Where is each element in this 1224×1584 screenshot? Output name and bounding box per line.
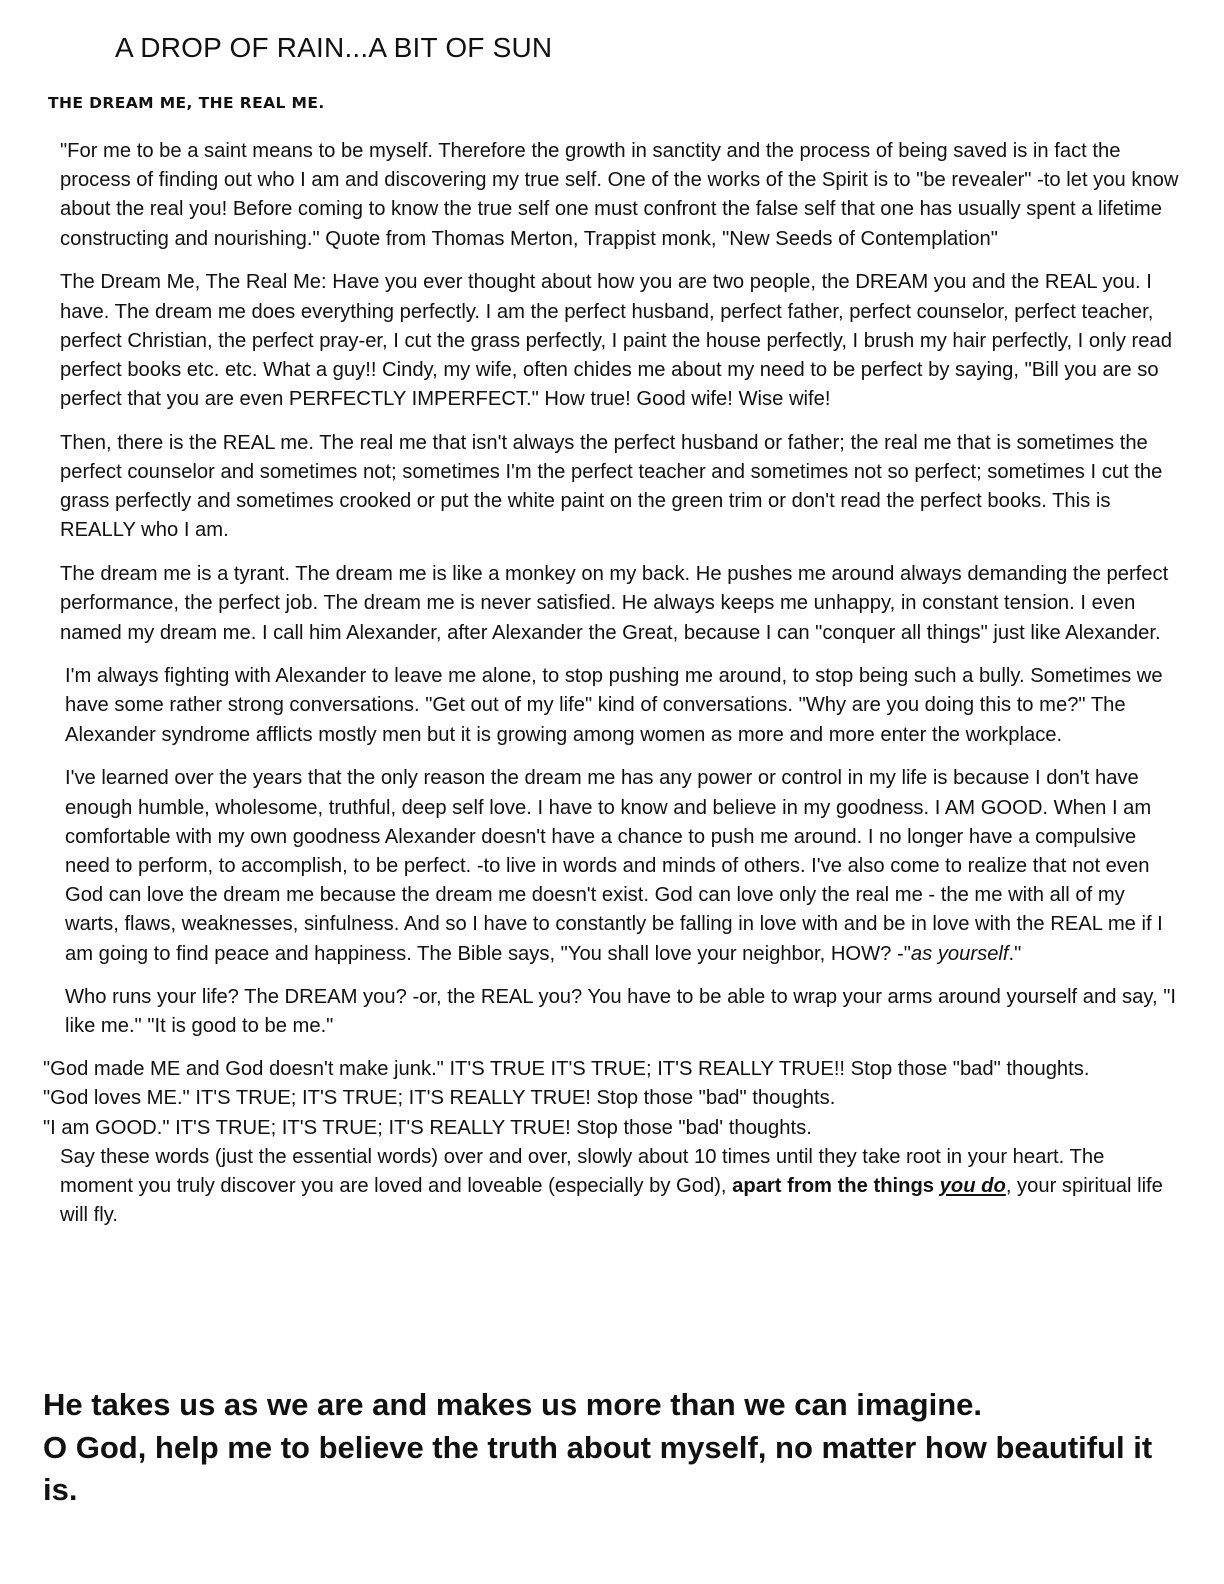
- you-do-emphasis: you do: [939, 1175, 1006, 1197]
- paragraph-who-runs: Who runs your life? The DREAM you? -or, the REAL you? You have to be able to wrap your arms around yourself and say, "I like me." "It is good to be me.": [65, 986, 1176, 1038]
- paragraph-dream-me: The Dream Me, The Real Me: Have you ever thought about how you are two people, the DREAM you and the REAL you. I have. The dream me does everything perfectly. I am the perfect husband, perfect father, perfect counselor, perfect teacher, perfect Christian, the perfect pray-er, I cut the grass perfectly, I paint the house perfectly, I brush my hair perfectly, I only read perfect books etc. etc. What a guy!! Cindy, my wife, often chides me about my need to be perfect by saying, "Bill you are so perfect that you are even PERFECTLY IMPERFECT." How true! Good wife! Wise wife!: [60, 271, 1172, 411]
- apart-from-bold: apart from the things: [732, 1175, 940, 1197]
- paragraph-merton-quote: "For me to be a saint means to be myself. Therefore the growth in sanctity and the process of being saved is in fact the process of finding out who I am and discovering my true self. One of the works of the Spirit is to "be revealer" -to let you know about the real you! Before coming to know the true self one must confront the false self that one has usually spent a lifetime constructing and nourishing." Quote from Thomas Merton, Trappist monk, "New Seeds of Contemplation": [60, 140, 1179, 250]
- paragraph-self-love-text: I've learned over the years that the only reason the dream me has any power or control in my life is because I don't have enough humble, wholesome, truthful, deep self love. I have to know and believe in my goodness. I AM GOOD. When I am comfortable with my own goodness Alexander doesn't have a chance to push me around. I no longer have a compulsive need to perform, to accomplish, to be perfect. -to live in words and minds of others. I've also come to realize that not even God can love the dream me because the dream me doesn't exist. God can love only the real me - the me with all of my warts, flaws, weaknesses, sinfulness. And so I have to constantly be falling in love with and be in love with the REAL me if I am going to find peace and happiness. The Bible says, "You shall love your neighbor, HOW? -": [65, 767, 1163, 965]
- affirmation-god-loves-me: "God loves ME." IT'S TRUE; IT'S TRUE; IT'S REALLY TRUE! Stop those "bad" thoughts.: [43, 1087, 836, 1110]
- paragraph-alexander: I'm always fighting with Alexander to leave me alone, to stop pushing me around, to stop being such a bully. Sometimes we have some rather strong conversations. "Get out of my life" kind of conversations. "Why are you doing this to me?" The Alexander syndrome afflicts mostly men but it is growing among women as more and more enter the workplace.: [65, 665, 1163, 746]
- article-body: [43, 137, 1179, 1230]
- affirmation-god-made-me: "God made ME and God doesn't make junk." IT'S TRUE IT'S TRUE; IT'S REALLY TRUE!! Stop those "bad" thoughts.: [43, 1058, 1090, 1081]
- say-these-words-end: , your spiritual life will fly.: [60, 1175, 1163, 1227]
- page-subtitle: THE DREAM ME, THE REAL ME.: [48, 94, 325, 112]
- page-title: A DROP OF RAIN...A BIT OF SUN: [115, 32, 553, 63]
- closing-line-1: He takes us as we are and makes us more than we can imagine.: [43, 1387, 983, 1422]
- affirmations: [43, 1055, 1179, 1230]
- closing-statement: [43, 1384, 1193, 1512]
- affirmation-i-am-good: "I am GOOD." IT'S TRUE; IT'S TRUE; IT'S REALLY TRUE! Stop those "bad' thoughts.: [43, 1116, 812, 1139]
- paragraph-say-these-words: [43, 1143, 1179, 1231]
- paragraph-tyrant: The dream me is a tyrant. The dream me is like a monkey on my back. He pushes me around always demanding the perfect performance, the perfect job. The dream me is never satisfied. He always keeps me unhappy, in constant tension. I even named my dream me. I call him Alexander, after Alexander the Great, because I can "conquer all things" just like Alexander.: [60, 563, 1169, 644]
- say-these-words-text: Say these words (just the essential words) over and over, slowly about 10 times until they take root in your heart. The moment you truly discover you are loved and loveable (especially by God),: [60, 1145, 1105, 1197]
- closing-line-2: O God, help me to believe the truth about myself, no matter how beautiful it is.: [43, 1429, 1153, 1507]
- paragraph-self-love-end: .": [1008, 942, 1022, 965]
- paragraph-self-love: [43, 764, 1179, 968]
- as-yourself-italic: as yourself: [910, 942, 1009, 965]
- paragraph-real-me: Then, there is the REAL me. The real me that isn't always the perfect husband or father; the real me that is sometimes the perfect counselor and sometimes not; sometimes I'm the perfect teacher and sometimes not so perfect; sometimes I cut the grass perfectly and sometimes crooked or put the white paint on the green trim or don't read the perfect books. This is REALLY who I am.: [60, 431, 1163, 542]
